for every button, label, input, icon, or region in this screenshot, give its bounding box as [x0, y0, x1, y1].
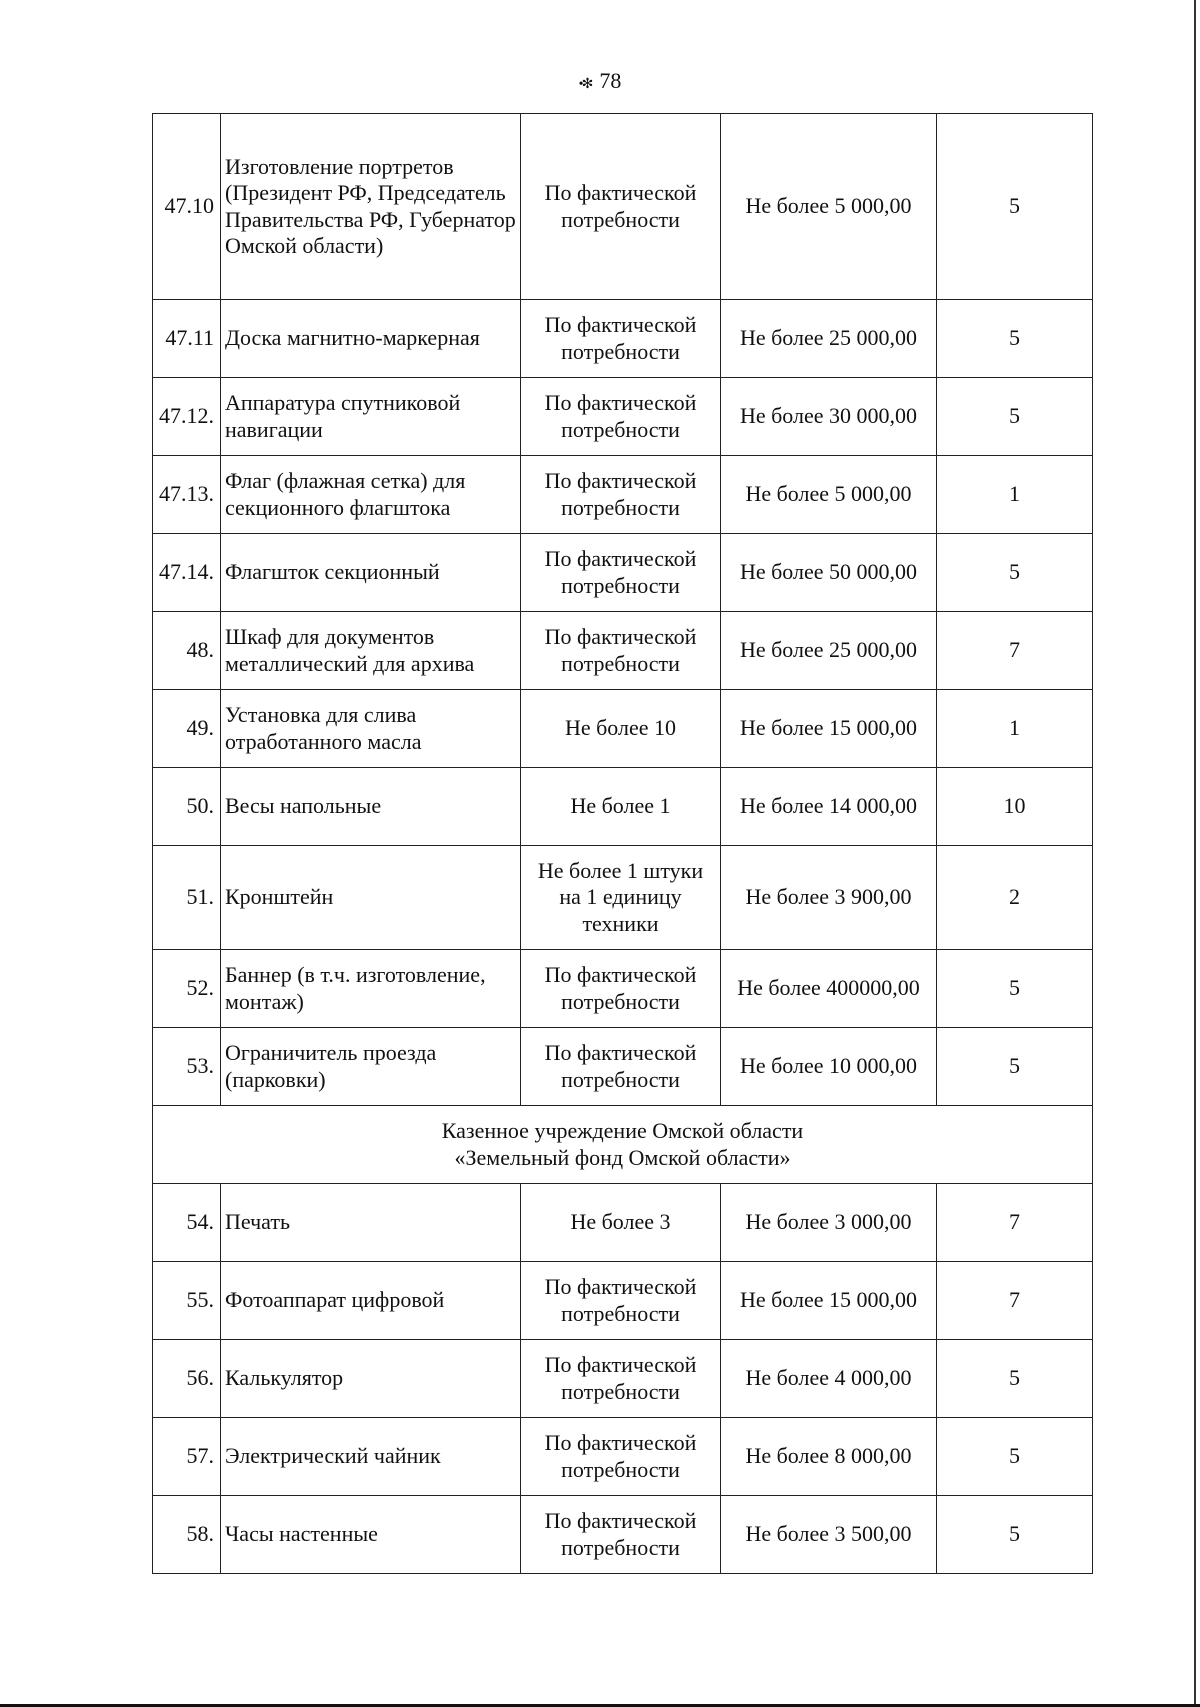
row-number: 47.12.	[153, 378, 221, 456]
item-price: Не более 15 000,00	[721, 690, 937, 768]
row-number: 49.	[153, 690, 221, 768]
row-number: 48.	[153, 612, 221, 690]
item-quantity: По фактической потребности	[521, 456, 721, 534]
item-term: 5	[937, 1028, 1093, 1106]
scan-mark-icon: •✻	[578, 77, 592, 92]
item-term: 5	[937, 378, 1093, 456]
item-price: Не более 3 000,00	[721, 1184, 937, 1262]
item-price: Не более 3 500,00	[721, 1496, 937, 1574]
item-price: Не более 50 000,00	[721, 534, 937, 612]
table-row	[153, 846, 1093, 950]
item-term: 7	[937, 1262, 1093, 1340]
item-price: Не более 8 000,00	[721, 1418, 937, 1496]
item-quantity: Не более 1 штуки на 1 единицу техники	[521, 846, 721, 950]
section-title-line-1: Казенное учреждение Омской области	[441, 1118, 804, 1144]
item-price: Не более 5 000,00	[721, 456, 937, 534]
row-number: 50.	[153, 768, 221, 846]
item-name: Доска магнитно-маркерная	[221, 300, 521, 378]
item-quantity: Не более 10	[521, 690, 721, 768]
items-table	[152, 113, 1093, 1574]
item-quantity: Не более 3	[521, 1184, 721, 1262]
table-row	[153, 612, 1093, 690]
item-price: Не более 14 000,00	[721, 768, 937, 846]
item-quantity: По фактической потребности	[521, 114, 721, 300]
item-name: Аппаратура спутниковой навигации	[221, 378, 521, 456]
scan-bottom-border	[0, 1698, 1200, 1707]
table-row	[153, 1028, 1093, 1106]
table-row	[153, 378, 1093, 456]
row-number: 47.13.	[153, 456, 221, 534]
item-name: Электрический чайник	[221, 1418, 521, 1496]
item-term: 5	[937, 534, 1093, 612]
item-quantity: По фактической потребности	[521, 1418, 721, 1496]
item-term: 7	[937, 1184, 1093, 1262]
item-price: Не более 25 000,00	[721, 300, 937, 378]
item-price: Не более 25 000,00	[721, 612, 937, 690]
row-number: 51.	[153, 846, 221, 950]
item-term: 5	[937, 114, 1093, 300]
item-quantity: По фактической потребности	[521, 378, 721, 456]
item-name: Калькулятор	[221, 1340, 521, 1418]
item-name: Баннер (в т.ч. изготовление, монтаж)	[221, 950, 521, 1028]
item-term: 5	[937, 950, 1093, 1028]
item-name: Печать	[221, 1184, 521, 1262]
section-header-row	[153, 1106, 1093, 1184]
item-quantity: По фактической потребности	[521, 1262, 721, 1340]
item-quantity: По фактической потребности	[521, 1340, 721, 1418]
item-name: Установка для слива отработанного масла	[221, 690, 521, 768]
table-row	[153, 456, 1093, 534]
row-number: 55.	[153, 1262, 221, 1340]
row-number: 47.10	[153, 114, 221, 300]
table-row	[153, 1262, 1093, 1340]
item-quantity: По фактической потребности	[521, 1028, 721, 1106]
table-row	[153, 1496, 1093, 1574]
table-row	[153, 534, 1093, 612]
item-price: Не более 5 000,00	[721, 114, 937, 300]
item-name: Шкаф для документов металлический для архива	[221, 612, 521, 690]
item-name: Часы настенные	[221, 1496, 521, 1574]
item-term: 1	[937, 690, 1093, 768]
item-price: Не более 30 000,00	[721, 378, 937, 456]
item-name: Флаг (флажная сетка) для секционного флагштока	[221, 456, 521, 534]
table-row	[153, 950, 1093, 1028]
row-number: 47.14.	[153, 534, 221, 612]
page-number-text: 78	[599, 68, 622, 93]
row-number: 54.	[153, 1184, 221, 1262]
item-term: 2	[937, 846, 1093, 950]
item-price: Не более 400000,00	[721, 950, 937, 1028]
item-term: 5	[937, 1418, 1093, 1496]
section-title-line-2: «Земельный фонд Омской области»	[454, 1144, 791, 1170]
row-number: 47.11	[153, 300, 221, 378]
item-price: Не более 10 000,00	[721, 1028, 937, 1106]
row-number: 56.	[153, 1340, 221, 1418]
item-quantity: По фактической потребности	[521, 1496, 721, 1574]
item-term: 5	[937, 1496, 1093, 1574]
row-number: 58.	[153, 1496, 221, 1574]
item-quantity: По фактической потребности	[521, 534, 721, 612]
item-price: Не более 4 000,00	[721, 1340, 937, 1418]
item-term: 5	[937, 1340, 1093, 1418]
item-quantity: По фактической потребности	[521, 950, 721, 1028]
item-name: Флагшток секционный	[221, 534, 521, 612]
item-term: 1	[937, 456, 1093, 534]
table-row	[153, 690, 1093, 768]
section-header	[153, 1106, 1093, 1184]
item-name: Кронштейн	[221, 846, 521, 950]
row-number: 52.	[153, 950, 221, 1028]
table-row	[153, 768, 1093, 846]
item-name: Фотоаппарат цифровой	[221, 1262, 521, 1340]
item-term: 10	[937, 768, 1093, 846]
page-number	[0, 68, 1200, 94]
table-row	[153, 300, 1093, 378]
table-row	[153, 1340, 1093, 1418]
table-row	[153, 114, 1093, 300]
item-quantity: По фактической потребности	[521, 612, 721, 690]
row-number: 57.	[153, 1418, 221, 1496]
table-row	[153, 1184, 1093, 1262]
item-term: 5	[937, 300, 1093, 378]
item-name: Ограничитель проезда (парковки)	[221, 1028, 521, 1106]
item-quantity: По фактической потребности	[521, 300, 721, 378]
item-price: Не более 3 900,00	[721, 846, 937, 950]
item-name: Изготовление портретов (Президент РФ, Председатель Правительства РФ, Губернатор Омской области)	[221, 114, 521, 300]
row-number: 53.	[153, 1028, 221, 1106]
item-quantity: Не более 1	[521, 768, 721, 846]
item-name: Весы напольные	[221, 768, 521, 846]
table-row	[153, 1418, 1093, 1496]
item-price: Не более 15 000,00	[721, 1262, 937, 1340]
scan-right-border	[1194, 0, 1196, 1707]
item-term: 7	[937, 612, 1093, 690]
